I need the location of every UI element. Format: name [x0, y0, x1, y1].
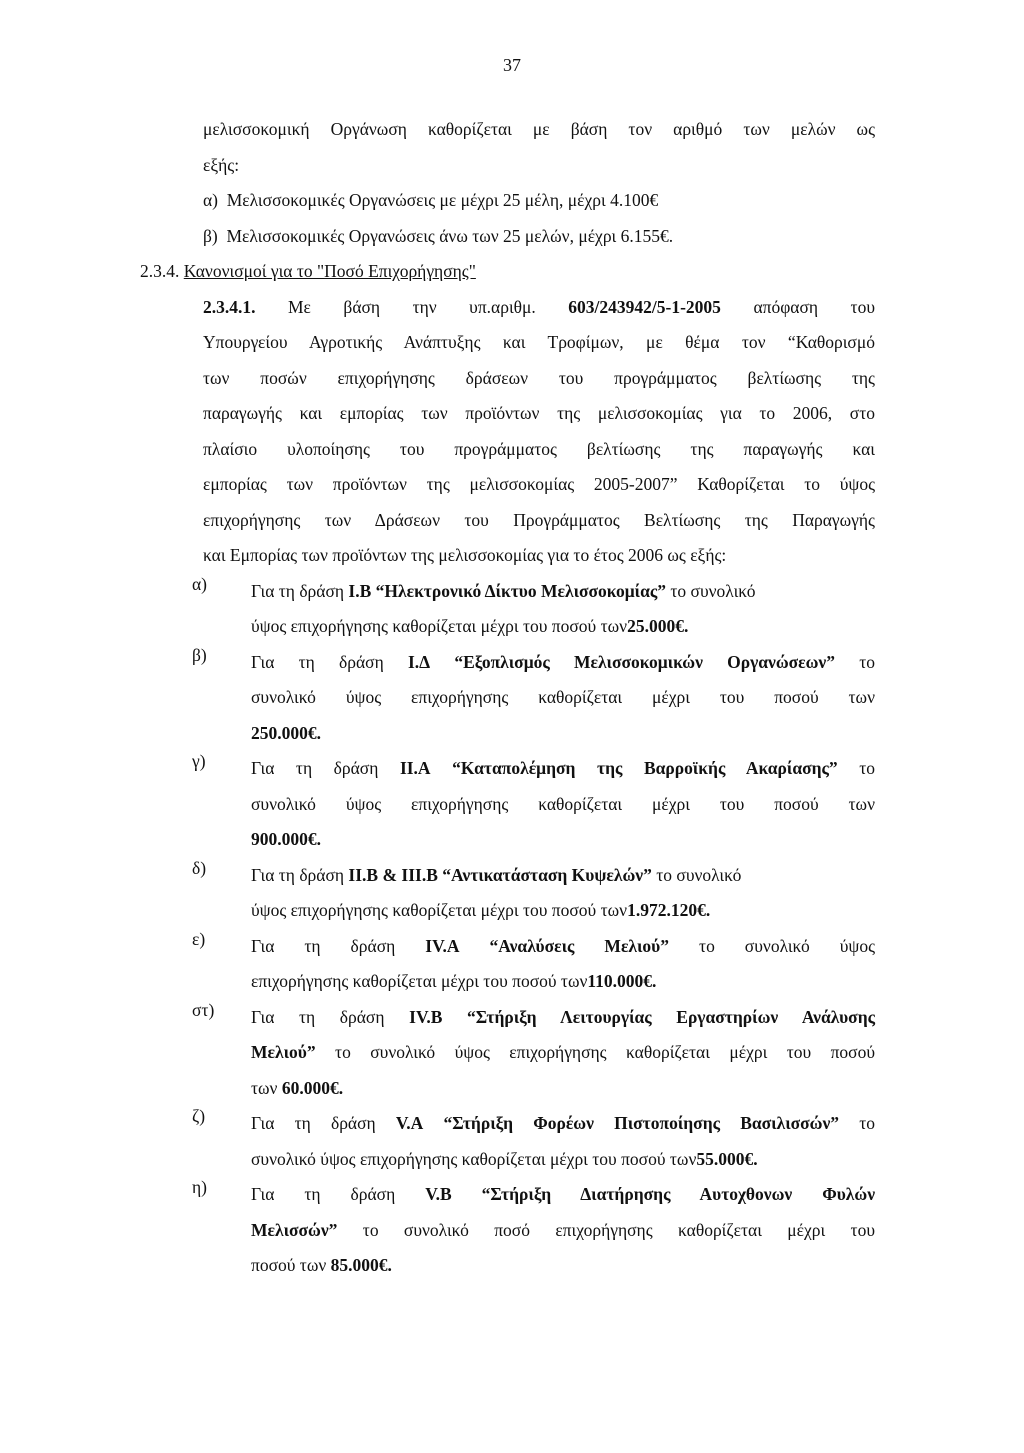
action-code: ΙΙ.Β & ΙΙΙ.Β: [348, 864, 438, 885]
action-post: το συνολικό: [670, 580, 756, 601]
action-label: ζ): [192, 1106, 206, 1126]
action-amount-prefix: των: [251, 1077, 278, 1098]
action-amount-text: το συνολικό ποσό επιχορήγησης καθορίζεται μέχρι του: [362, 1219, 875, 1240]
subsection-line-1: [203, 290, 875, 326]
action-item-e: [192, 928, 876, 1000]
action-pre: Για τη δράση: [251, 1006, 385, 1027]
action-title: “Αντικατάσταση Κυψελών”: [442, 864, 652, 885]
action-title: “Στήριξη Φορέων Πιστοποίησης Βασιλισσών”: [443, 1113, 840, 1133]
action-code: Ι.Δ: [407, 651, 431, 672]
action-item-h: [192, 1177, 876, 1284]
action-pre: Για τη δράση: [251, 1113, 376, 1133]
section-title: Κανονισμοί για το "Ποσό Επιχορήγησης": [183, 261, 476, 281]
action-amount-text: ύψος επιχορήγησης καθορίζεται μέχρι του ποσού των: [251, 900, 628, 920]
action-pre: Για τη δράση: [251, 1184, 396, 1204]
subsection-text-line: Υπουργείου Αγροτικής Ανάπτυξης και Τροφίμων, με θέμα τον “Καθορισμό: [203, 332, 875, 352]
subsection-line-1-tail: απόφαση του: [753, 296, 875, 317]
action-title-cont: Μελιού”: [251, 1042, 316, 1062]
action-amount-text: συνολικό ύψος επιχορήγησης καθορίζεται μέχρι του ποσού των: [251, 687, 875, 707]
action-item-b: [192, 644, 876, 752]
action-pre: Για τη δράση: [251, 651, 384, 672]
action-amount: 85.000€.: [330, 1255, 392, 1275]
action-amount: 250.000€.: [251, 722, 321, 743]
action-label: η): [192, 1177, 207, 1197]
intro-line-2: εξής:: [203, 154, 240, 175]
subsection-last-line: και Εμπορίας των προϊόντων της μελισσοκομίας για το έτος 2006 ως εξής:: [203, 545, 727, 565]
action-item-d: [192, 857, 875, 929]
action-code: V.A: [395, 1113, 424, 1133]
action-item-f: [192, 999, 876, 1107]
action-amount-text: συνολικό ύψος επιχορήγησης καθορίζεται μέχρι του ποσού των: [251, 1148, 697, 1169]
action-post: το: [859, 758, 876, 778]
action-code: IV.B: [409, 1006, 443, 1027]
action-amount-text: ύψος επιχορήγησης καθορίζεται μέχρι του ποσού των: [251, 616, 628, 636]
action-amount: 55.000€.: [696, 1148, 758, 1169]
tier-a: [203, 183, 875, 219]
subsection-number: 2.3.4.1.: [203, 296, 256, 317]
action-pre: Για τη δράση: [251, 758, 379, 778]
action-post: το συνολικό ύψος: [699, 935, 876, 956]
action-amount: 900.000€.: [251, 829, 321, 849]
intro-line-1: μελισσοκομική Οργάνωση καθορίζεται με βάση τον αριθμό των μελών ως: [203, 119, 875, 139]
action-amount-text: το συνολικό ύψος επιχορήγησης καθορίζεται μέχρι του ποσού: [335, 1042, 876, 1062]
action-code: IV.A: [425, 935, 460, 956]
action-item-g: [192, 1106, 876, 1177]
action-title: “Στήριξη Διατήρησης Αυτοχθονων Φυλών: [481, 1184, 876, 1204]
subsection-text-line: των ποσών επιχορήγησης δράσεων του προγράμματος βελτίωσης της: [203, 367, 875, 388]
tier-b: [203, 219, 875, 255]
action-item-a: [192, 573, 875, 645]
action-label: στ): [192, 999, 215, 1020]
action-pre: Για τη δράση: [251, 580, 345, 601]
subsection-text-line: πλαίσιο υλοποίησης του προγράμματος βελτίωσης της παραγωγής και: [203, 438, 875, 459]
action-label: γ): [192, 751, 206, 771]
subsection-lead: Με βάση την υπ.αριθμ.: [288, 296, 536, 317]
action-amount-text: επιχορήγησης καθορίζεται μέχρι του ποσού των: [251, 971, 588, 991]
action-amount: 110.000€.: [587, 971, 657, 991]
action-amount: 1.972.120€.: [627, 900, 711, 920]
action-code: V.B: [425, 1184, 452, 1204]
decision-reference: 603/243942/5-1-2005: [568, 296, 721, 317]
document-body: [140, 112, 876, 1284]
action-title-cont: Μελισσών”: [251, 1219, 338, 1240]
action-title: “Καταπολέμηση της Βαρροϊκής Ακαρίασης”: [452, 758, 838, 778]
action-pre: Για τη δράση: [251, 935, 396, 956]
action-amount: 60.000€.: [281, 1077, 344, 1098]
action-post: το: [859, 651, 876, 672]
action-post: το: [859, 1113, 876, 1133]
subsection-text-line: εμπορίας των προϊόντων της μελισσοκομίας 2005-2007” Καθορίζεται το ύψος: [203, 474, 875, 494]
tier-a-text: Μελισσοκομικές Οργανώσεις με μέχρι 25 μέλη, μέχρι 4.100€: [226, 190, 659, 210]
section-heading: [140, 254, 875, 290]
action-title: “Αναλύσεις Μελιού”: [489, 935, 670, 956]
action-amount-text: συνολικό ύψος επιχορήγησης καθορίζεται μέχρι του ποσού των: [251, 793, 875, 814]
section-number: 2.3.4.: [140, 261, 180, 281]
subsection-text-line: επιχορήγησης των Δράσεων του Προγράμματος Βελτίωσης της Παραγωγής: [203, 509, 875, 530]
action-code: Ι.Β: [348, 580, 372, 601]
action-amount: 25.000€.: [627, 616, 689, 636]
action-title: “Ηλεκτρονικό Δίκτυο Μελισσοκομίας”: [375, 580, 667, 601]
action-title: “Εξοπλισμός Μελισσοκομικών Οργανώσεων”: [454, 651, 836, 672]
page-number: 37: [503, 55, 521, 75]
action-amount-prefix: ποσού των: [251, 1255, 327, 1275]
tier-a-label: α): [203, 190, 218, 210]
action-label: δ): [192, 857, 207, 878]
action-title: “Στήριξη Λειτουργίας Εργαστηρίων Ανάλυσης: [467, 1006, 876, 1027]
action-item-c: [192, 751, 876, 858]
tier-b-label: β): [203, 225, 218, 246]
action-label: β): [192, 644, 207, 665]
action-label: α): [192, 573, 207, 594]
action-pre: Για τη δράση: [251, 864, 345, 885]
action-label: ε): [192, 928, 206, 949]
tier-b-text: Μελισσοκομικές Οργανώσεις άνω των 25 μελών, μέχρι 6.155€.: [226, 225, 674, 246]
subsection-text-line: παραγωγής και εμπορίας των προϊόντων της μελισσοκομίας για το 2006, στο: [203, 403, 875, 423]
action-code: ΙΙ.Α: [399, 758, 431, 778]
action-post: το συνολικό: [656, 864, 742, 885]
